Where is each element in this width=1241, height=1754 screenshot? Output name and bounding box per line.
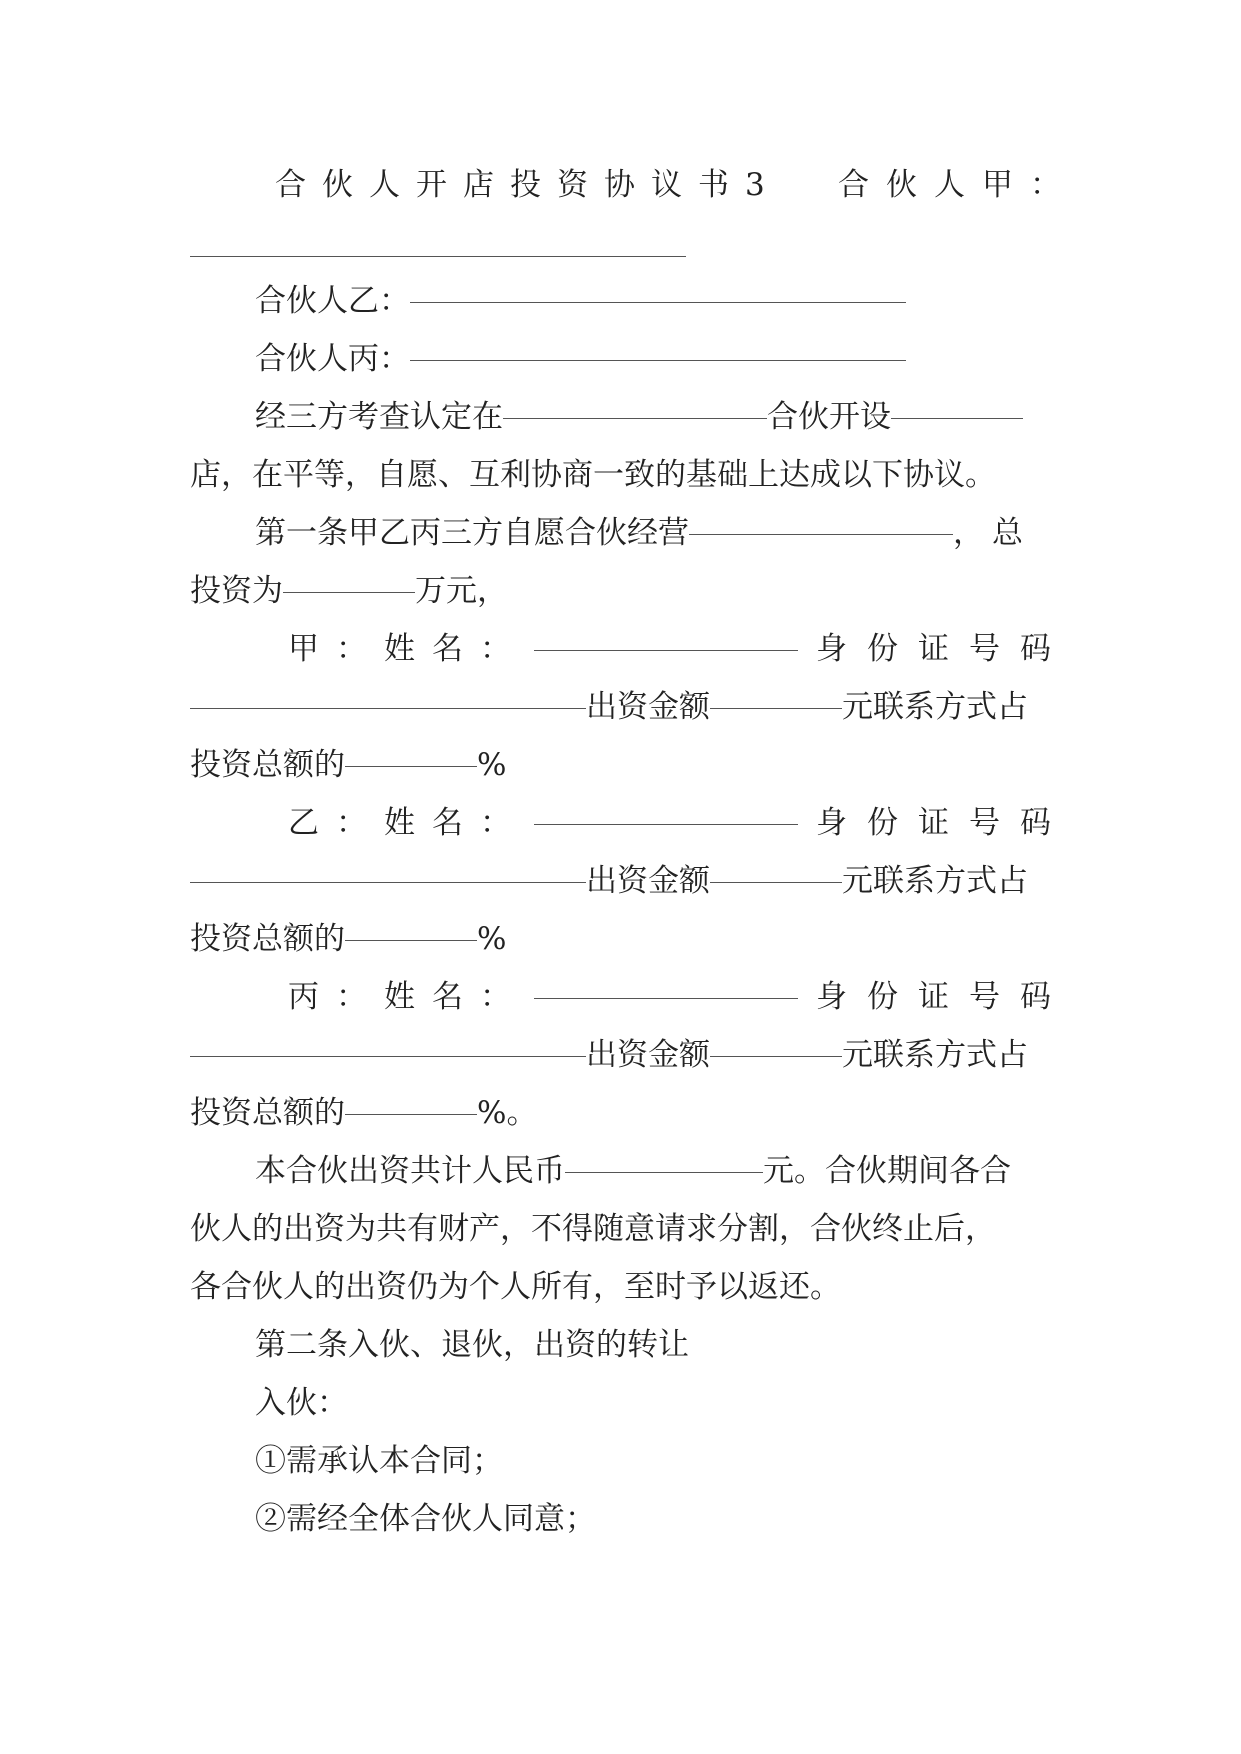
- article1-text-b: ，总: [953, 515, 1031, 551]
- investor-b-share-blank: [345, 940, 477, 941]
- capital-text-c: 伙人的出资为共有财产，不得随意请求分割，合伙终止后，: [190, 1211, 996, 1247]
- article2-heading: [255, 1316, 1050, 1374]
- investor-c-line-3: [190, 1084, 1050, 1142]
- investor-a-share-label: 投资总额的: [190, 747, 345, 783]
- intro-text-c: 店，在平等，自愿、互利协商一致的基础上达成以下协议。: [190, 457, 996, 493]
- investor-c-id-blank: [190, 1056, 586, 1057]
- article2-subheading: [255, 1374, 1050, 1432]
- investor-c-id-label: 身份证号码: [816, 979, 1071, 1015]
- investor-a-share-blank: [345, 766, 477, 767]
- partner-b-blank: [410, 302, 906, 303]
- investor-b-line-3: [190, 910, 1050, 968]
- investor-c-name-label: 丙：姓名：: [288, 979, 528, 1015]
- business-blank: [689, 534, 953, 535]
- article2-item-1-text: ①需承认本合同；: [255, 1443, 503, 1479]
- investor-b-name-label: 乙：姓名：: [288, 805, 528, 841]
- article2-item-2-text: ②需经全体合伙人同意；: [255, 1501, 596, 1537]
- investor-c-pct: %。: [477, 1095, 538, 1131]
- intro-text-a: 经三方考查认定在: [255, 399, 503, 435]
- capital-line-1: [255, 1142, 1050, 1200]
- shop-type-blank: [891, 418, 1023, 419]
- investor-a-amount-label: 出资金额: [586, 689, 710, 725]
- intro-text-b: 合伙开设: [767, 399, 891, 435]
- investor-c-amount-label: 出资金额: [586, 1037, 710, 1073]
- investor-b-amount-label: 出资金额: [586, 863, 710, 899]
- article2-subheading-text: 入伙：: [255, 1385, 348, 1421]
- investor-a-line-2: [190, 678, 1050, 736]
- capital-text-a: 本合伙出资共计人民币: [255, 1153, 565, 1189]
- capital-line-3: [190, 1258, 1050, 1316]
- partner-c-label: 合伙人丙：: [255, 341, 410, 377]
- investor-a-name-label: 甲：姓名：: [288, 631, 528, 667]
- article2-item-1: [255, 1432, 1050, 1490]
- investor-a-id-label: 身份证号码: [816, 631, 1071, 667]
- partner-a-label: 合伙人甲：: [838, 167, 1078, 203]
- investor-a-name-blank: [534, 650, 798, 651]
- investor-b-amount-blank: [710, 882, 842, 883]
- investor-a-contact-label: 元联系方式占: [842, 689, 1028, 725]
- investor-b-id-blank: [190, 882, 586, 883]
- investor-b-contact-label: 元联系方式占: [842, 863, 1028, 899]
- investor-b-share-label: 投资总额的: [190, 921, 345, 957]
- investment-label: 投资为: [190, 573, 283, 609]
- investment-unit: 万元，: [415, 573, 508, 609]
- investor-a-id-blank: [190, 708, 586, 709]
- article1-line-2: [190, 562, 1050, 620]
- document-title: 合伙人开店投资协议书3: [275, 167, 781, 203]
- investor-a-line-1: [190, 620, 1071, 678]
- partner-a-blank: [190, 256, 686, 257]
- article2-heading-text: 第二条入伙、退伙，出资的转让: [255, 1327, 689, 1363]
- investor-c-name-blank: [534, 998, 798, 999]
- article1-heading: 第一条甲乙丙三方自愿合伙经营: [255, 515, 689, 551]
- investor-c-line-1: [190, 968, 1071, 1026]
- article2-item-2: [255, 1490, 1050, 1548]
- investor-c-line-2: [190, 1026, 1050, 1084]
- investor-c-contact-label: 元联系方式占: [842, 1037, 1028, 1073]
- partner-c-blank: [410, 360, 906, 361]
- investor-c-amount-blank: [710, 1056, 842, 1057]
- intro-line-2: [190, 446, 1050, 504]
- capital-text-b: 元。合伙期间各合: [763, 1153, 1011, 1189]
- investor-b-name-blank: [534, 824, 798, 825]
- partner-c-line: [255, 330, 1050, 388]
- article1-line-1: [255, 504, 1050, 562]
- investor-b-pct: %: [477, 921, 507, 957]
- investor-b-line-1: [190, 794, 1071, 852]
- investment-blank: [283, 592, 415, 593]
- capital-amount-blank: [565, 1172, 763, 1173]
- investor-c-share-label: 投资总额的: [190, 1095, 345, 1131]
- investor-a-pct: %: [477, 747, 507, 783]
- capital-line-2: [190, 1200, 1050, 1258]
- partner-b-line: [255, 272, 1050, 330]
- title-line: [190, 156, 1078, 214]
- investor-b-line-2: [190, 852, 1050, 910]
- partner-b-label: 合伙人乙：: [255, 283, 410, 319]
- capital-text-d: 各合伙人的出资仍为个人所有，至时予以返还。: [190, 1269, 841, 1305]
- investor-b-id-label: 身份证号码: [816, 805, 1071, 841]
- investor-a-line-3: [190, 736, 1050, 794]
- intro-line-1: [255, 388, 1050, 446]
- investor-c-share-blank: [345, 1114, 477, 1115]
- investor-a-amount-blank: [710, 708, 842, 709]
- location-blank: [503, 418, 767, 419]
